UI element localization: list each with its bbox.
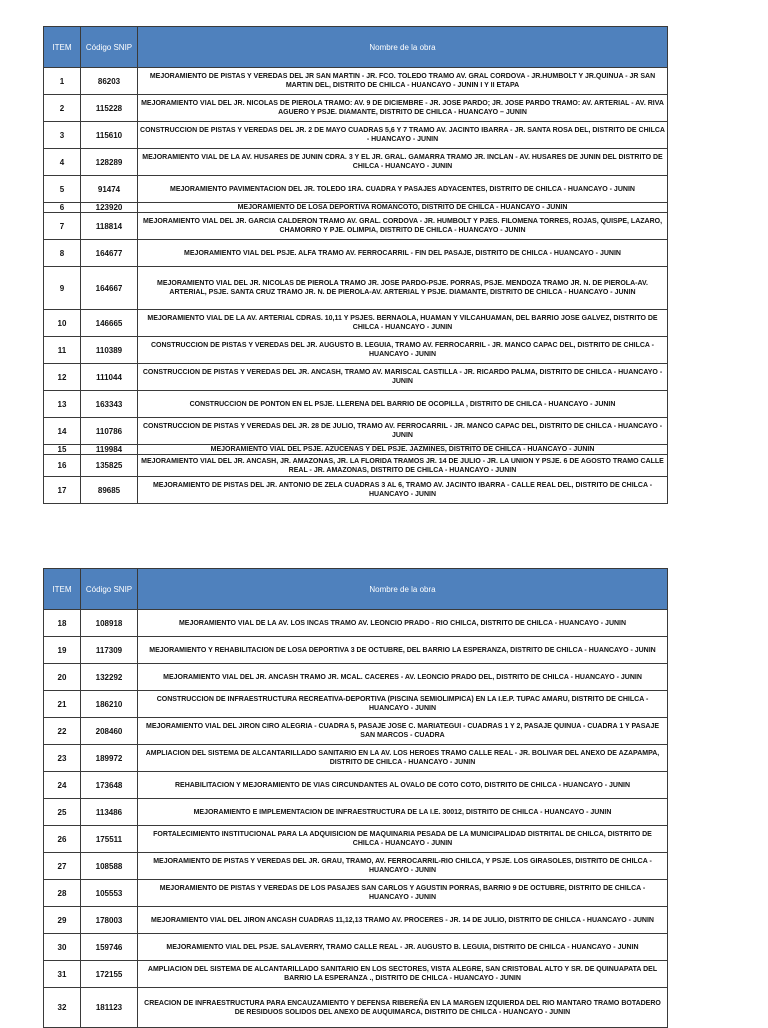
cell-snip: 113486	[81, 799, 138, 826]
cell-snip: 108588	[81, 853, 138, 880]
cell-item: 12	[44, 364, 81, 391]
table-row	[44, 418, 668, 445]
cell-item: 23	[44, 745, 81, 772]
cell-name: AMPLIACION DEL SISTEMA DE ALCANTARILLADO SANITARIO EN LOS SECTORES, VISTA ALEGRE, SAN CRISTOBAL ALTO Y SR. DE QUINUAPATA DEL BARRIO LA ESPERANZA ., DISTRITO DE CHILCA - HUANCAYO - JUNIN	[138, 961, 668, 988]
cell-item: 14	[44, 418, 81, 445]
cell-name: MEJORAMIENTO VIAL DEL JIRON ANCASH CUADRAS 11,12,13 TRAMO AV. PROCERES - JR. 14 DE JULIO, DISTRITO DE CHILCA - HUANCAYO - JUNIN	[138, 907, 668, 934]
cell-name: MEJORAMIENTO DE PISTAS Y VEREDAS DEL JR. GRAU, TRAMO, AV. FERROCARRIL-RIO CHILCA, Y PSJE. LOS GIRASOLES, DISTRITO DE CHILCA - HUANCAYO - JUNIN	[138, 853, 668, 880]
cell-item: 2	[44, 95, 81, 122]
table-row	[44, 772, 668, 799]
cell-item: 6	[44, 203, 81, 213]
cell-snip: 119984	[81, 445, 138, 455]
table-row	[44, 213, 668, 240]
cell-name: AMPLIACION DEL SISTEMA DE ALCANTARILLADO SANITARIO EN LA AV. LOS HEROES TRAMO CALLE REAL - JR. BOLIVAR DEL ANEXO DE AZAPAMPA, DISTRITO DE CHILCA - HUANCAYO - JUNIN	[138, 745, 668, 772]
cell-name: FORTALECIMIENTO INSTITUCIONAL PARA LA ADQUISICION DE MAQUINARIA PESADA DE LA MUNICIPALIDAD DISTRITAL DE CHILCA, DISTRITO DE CHILCA - HUANCAYO - JUNIN	[138, 826, 668, 853]
cell-item: 13	[44, 391, 81, 418]
cell-snip: 173648	[81, 772, 138, 799]
cell-item: 1	[44, 68, 81, 95]
cell-name: MEJORAMIENTO VIAL DEL JR. NICOLAS DE PIEROLA TRAMO: AV. 9 DE DICIEMBRE - JR. JOSE PARDO; JR. JOSE PARDO TRAMO: AV. ARTERIAL - AV. RIVA AGUERO Y PSJE. DIAMANTE, DISTRITO DE CHILCA - HUANCAYO – JUNIN	[138, 95, 668, 122]
table-row	[44, 745, 668, 772]
cell-name: MEJORAMIENTO VIAL DEL JR. ANCASH, JR. AMAZONAS, JR. LA FLORIDA TRAMOS JR. 14 DE JULIO - JR. LA UNION Y PSJE. 6 DE AGOSTO TRAMO CALLE REAL - JR. AMAZONAS, DISTRITO DE CHILCA - HUANCAYO - JUNIN	[138, 455, 668, 477]
cell-item: 19	[44, 637, 81, 664]
table-row	[44, 988, 668, 1028]
table-row	[44, 455, 668, 477]
cell-item: 24	[44, 772, 81, 799]
cell-snip: 110786	[81, 418, 138, 445]
cell-item: 8	[44, 240, 81, 267]
table-row	[44, 240, 668, 267]
cell-name: MEJORAMIENTO VIAL DEL PSJE. SALAVERRY, TRAMO CALLE REAL - JR. AUGUSTO B. LEGUIA, DISTRITO DE CHILCA - HUANCAYO - JUNIN	[138, 934, 668, 961]
cell-item: 22	[44, 718, 81, 745]
header-name: Nombre de la obra	[138, 27, 668, 68]
works-table-1	[43, 26, 668, 504]
cell-snip: 172155	[81, 961, 138, 988]
cell-item: 5	[44, 176, 81, 203]
cell-snip: 115610	[81, 122, 138, 149]
table-row	[44, 149, 668, 176]
cell-snip: 208460	[81, 718, 138, 745]
table-row	[44, 364, 668, 391]
table-row	[44, 95, 668, 122]
cell-snip: 186210	[81, 691, 138, 718]
cell-item: 7	[44, 213, 81, 240]
cell-name: MEJORAMIENTO DE PISTAS DEL JR. ANTONIO DE ZELA CUADRAS 3 AL 6, TRAMO AV. JACINTO IBARRA - CALLE REAL DEL, DISTRITO DE CHILCA - HUANCAYO - JUNIN	[138, 477, 668, 504]
cell-snip: 89685	[81, 477, 138, 504]
cell-item: 9	[44, 267, 81, 310]
table-row	[44, 718, 668, 745]
cell-item: 20	[44, 664, 81, 691]
cell-name: CREACION DE INFRAESTRUCTURA PARA ENCAUZAMIENTO Y DEFENSA RIBEREÑA EN LA MARGEN IZQUIERDA DEL RIO MANTARO TRAMO BOTADERO DE RESIDUOS SOLIDOS DEL ANEXO DE AUQUIMARCA, DISTRITO DE CHILCA - HUANCAYO - JUNIN	[138, 988, 668, 1028]
cell-name: MEJORAMIENTO VIAL DE LA AV. ARTERIAL CDRAS. 10,11 Y PSJES. BERNAOLA, HUAMAN Y VILCAHUAMAN, DEL BARRIO JOSE GALVEZ, DISTRITO DE CHILCA - HUANCAYO - JUNIN	[138, 310, 668, 337]
cell-name: MEJORAMIENTO VIAL DEL JR. GARCIA CALDERON TRAMO AV. GRAL. CORDOVA - JR. HUMBOLT Y PJES. FILOMENA TORRES, ROJAS, QUISPE, LAZARO, CHAMORRO Y PJE. OLIMPIA, DISTRITO DE CHILCA - HUANCAYO - JUNIN	[138, 213, 668, 240]
header-item: ITEM	[44, 27, 81, 68]
table-row	[44, 310, 668, 337]
cell-name: CONSTRUCCION DE PISTAS Y VEREDAS DEL JR. AUGUSTO B. LEGUIA, TRAMO AV. FERROCARRIL - JR. MANCO CAPAC DEL, DISTRITO DE CHILCA - HUANCAYO - JUNIN	[138, 337, 668, 364]
cell-snip: 91474	[81, 176, 138, 203]
header-snip: Código SNIP	[81, 27, 138, 68]
table-row	[44, 907, 668, 934]
cell-name: MEJORAMIENTO VIAL DE LA AV. LOS INCAS TRAMO AV. LEONCIO PRADO - RIO CHILCA, DISTRITO DE CHILCA - HUANCAYO - JUNIN	[138, 610, 668, 637]
cell-snip: 86203	[81, 68, 138, 95]
cell-name: CONSTRUCCION DE PISTAS Y VEREDAS DEL JR. 2 DE MAYO CUADRAS 5,6 Y 7 TRAMO AV. JACINTO IBARRA - JR. SANTA ROSA DEL, DISTRITO DE CHILCA - HUANCAYO - JUNIN	[138, 122, 668, 149]
cell-snip: 146665	[81, 310, 138, 337]
cell-snip: 105553	[81, 880, 138, 907]
cell-snip: 178003	[81, 907, 138, 934]
cell-snip: 175511	[81, 826, 138, 853]
cell-item: 17	[44, 477, 81, 504]
table-row	[44, 880, 668, 907]
cell-item: 10	[44, 310, 81, 337]
cell-item: 31	[44, 961, 81, 988]
cell-name: MEJORAMIENTO PAVIMENTACION DEL JR. TOLEDO 1RA. CUADRA Y PASAJES ADYACENTES, DISTRITO DE CHILCA - HUANCAYO - JUNIN	[138, 176, 668, 203]
table-row	[44, 477, 668, 504]
cell-item: 11	[44, 337, 81, 364]
cell-name: MEJORAMIENTO E IMPLEMENTACION DE INFRAESTRUCTURA DE LA I.E. 30012, DISTRITO DE CHILCA - HUANCAYO - JUNIN	[138, 799, 668, 826]
cell-name: MEJORAMIENTO DE LOSA DEPORTIVA ROMANCOTO, DISTRITO DE CHILCA - HUANCAYO - JUNIN	[138, 203, 668, 213]
cell-snip: 111044	[81, 364, 138, 391]
table-body	[44, 68, 668, 504]
cell-item: 15	[44, 445, 81, 455]
cell-snip: 117309	[81, 637, 138, 664]
cell-name: MEJORAMIENTO VIAL DEL JIRON CIRO ALEGRIA - CUADRA 5, PASAJE JOSE C. MARIATEGUI - CUADRAS 1 Y 2, PASAJE QUINUA - CUADRA 1 Y PASAJE SAN MARCOS - CUADRA	[138, 718, 668, 745]
table-row	[44, 853, 668, 880]
cell-name: MEJORAMIENTO VIAL DE LA AV. HUSARES DE JUNIN CDRA. 3 Y EL JR. GRAL. GAMARRA TRAMO JR. INCLAN - AV. HUSARES DE JUNIN DEL DISTRITO DE CHILCA - HUANCAYO - JUNIN	[138, 149, 668, 176]
cell-item: 32	[44, 988, 81, 1028]
cell-name: CONSTRUCCION DE PISTAS Y VEREDAS DEL JR. 28 DE JULIO, TRAMO AV. FERROCARRIL - JR. MANCO CAPAC DEL, DISTRITO DE CHILCA - HUANCAYO - JUNIN	[138, 418, 668, 445]
cell-item: 3	[44, 122, 81, 149]
cell-item: 29	[44, 907, 81, 934]
table-body	[44, 610, 668, 1028]
table-row	[44, 826, 668, 853]
cell-item: 26	[44, 826, 81, 853]
cell-snip: 135825	[81, 455, 138, 477]
table-row	[44, 267, 668, 310]
header-snip: Código SNIP	[81, 569, 138, 610]
cell-item: 30	[44, 934, 81, 961]
cell-name: MEJORAMIENTO DE PISTAS Y VEREDAS DEL JR SAN MARTIN - JR. FCO. TOLEDO TRAMO AV. GRAL CORDOVA - JR.HUMBOLT Y JR.QUINUA - JR SAN MARTIN DEL, DISTRITO DE CHILCA - HUANCAYO - JUNIN I Y II ETAPA	[138, 68, 668, 95]
cell-snip: 132292	[81, 664, 138, 691]
cell-snip: 164677	[81, 240, 138, 267]
cell-snip: 164667	[81, 267, 138, 310]
table-row	[44, 68, 668, 95]
cell-snip: 108918	[81, 610, 138, 637]
works-table-2	[43, 568, 668, 1028]
cell-name: MEJORAMIENTO VIAL DEL PSJE. ALFA TRAMO AV. FERROCARRIL - FIN DEL PASAJE, DISTRITO DE CHILCA - HUANCAYO - JUNIN	[138, 240, 668, 267]
table-row	[44, 445, 668, 455]
cell-snip: 123920	[81, 203, 138, 213]
cell-name: MEJORAMIENTO VIAL DEL JR. ANCASH TRAMO JR. MCAL. CACERES - AV. LEONCIO PRADO DEL, DISTRITO DE CHILCA - HUANCAYO - JUNIN	[138, 664, 668, 691]
cell-item: 28	[44, 880, 81, 907]
cell-name: MEJORAMIENTO Y REHABILITACION DE LOSA DEPORTIVA 3 DE OCTUBRE, DEL BARRIO LA ESPERANZA, DISTRITO DE CHILCA - HUANCAYO - JUNIN	[138, 637, 668, 664]
cell-snip: 115228	[81, 95, 138, 122]
cell-snip: 181123	[81, 988, 138, 1028]
table-header-row	[44, 569, 668, 610]
cell-snip: 163343	[81, 391, 138, 418]
header-item: ITEM	[44, 569, 81, 610]
table-row	[44, 337, 668, 364]
cell-item: 18	[44, 610, 81, 637]
table-row	[44, 934, 668, 961]
cell-item: 25	[44, 799, 81, 826]
cell-item: 27	[44, 853, 81, 880]
table-row	[44, 176, 668, 203]
table-header-row	[44, 27, 668, 68]
table-row	[44, 203, 668, 213]
cell-name: MEJORAMIENTO VIAL DEL JR. NICOLAS DE PIEROLA TRAMO JR. JOSE PARDO-PSJE. PORRAS, PSJE. MENDOZA TRAMO JR. N. DE PIEROLA-AV. ARTERIAL, PSJE. SANTA CRUZ TRAMO JR. N. DE PIEROLA-AV. ARTERIAL Y PSJE. DIAMANTE, DISTRITO DE CHILCA - HUANCAYO - JUNIN	[138, 267, 668, 310]
cell-snip: 159746	[81, 934, 138, 961]
table-row	[44, 637, 668, 664]
table-row	[44, 961, 668, 988]
table-row	[44, 799, 668, 826]
table-row	[44, 610, 668, 637]
cell-snip: 110389	[81, 337, 138, 364]
header-name: Nombre de la obra	[138, 569, 668, 610]
cell-name: CONSTRUCCION DE PISTAS Y VEREDAS DEL JR. ANCASH, TRAMO AV. MARISCAL CASTILLA - JR. RICARDO PALMA, DISTRITO DE CHILCA - HUANCAYO - JUNIN	[138, 364, 668, 391]
cell-snip: 128289	[81, 149, 138, 176]
cell-name: CONSTRUCCION DE INFRAESTRUCTURA RECREATIVA-DEPORTIVA (PISCINA SEMIOLIMPICA) EN LA I.E.P. TUPAC AMARU, DISTRITO DE CHILCA - HUANCAYO - JUNIN	[138, 691, 668, 718]
cell-name: REHABILITACION Y MEJORAMIENTO DE VIAS CIRCUNDANTES AL OVALO DE COTO COTO, DISTRITO DE CHILCA - HUANCAYO - JUNIN	[138, 772, 668, 799]
table-row	[44, 664, 668, 691]
cell-item: 21	[44, 691, 81, 718]
cell-snip: 118814	[81, 213, 138, 240]
cell-name: MEJORAMIENTO DE PISTAS Y VEREDAS DE LOS PASAJES SAN CARLOS Y AGUSTIN PORRAS, BARRIO 9 DE OCTUBRE, DISTRITO DE CHILCA - HUANCAYO - JUNIN	[138, 880, 668, 907]
cell-snip: 189972	[81, 745, 138, 772]
table-row	[44, 391, 668, 418]
cell-name: CONSTRUCCION DE PONTON EN EL PSJE. LLERENA DEL BARRIO DE OCOPILLA , DISTRITO DE CHILCA - HUANCAYO - JUNIN	[138, 391, 668, 418]
table-row	[44, 122, 668, 149]
cell-name: MEJORAMIENTO VIAL DEL PSJE. AZUCENAS Y DEL PSJE. JAZMINES, DISTRITO DE CHILCA - HUANCAYO - JUNIN	[138, 445, 668, 455]
cell-item: 4	[44, 149, 81, 176]
cell-item: 16	[44, 455, 81, 477]
table-row	[44, 691, 668, 718]
